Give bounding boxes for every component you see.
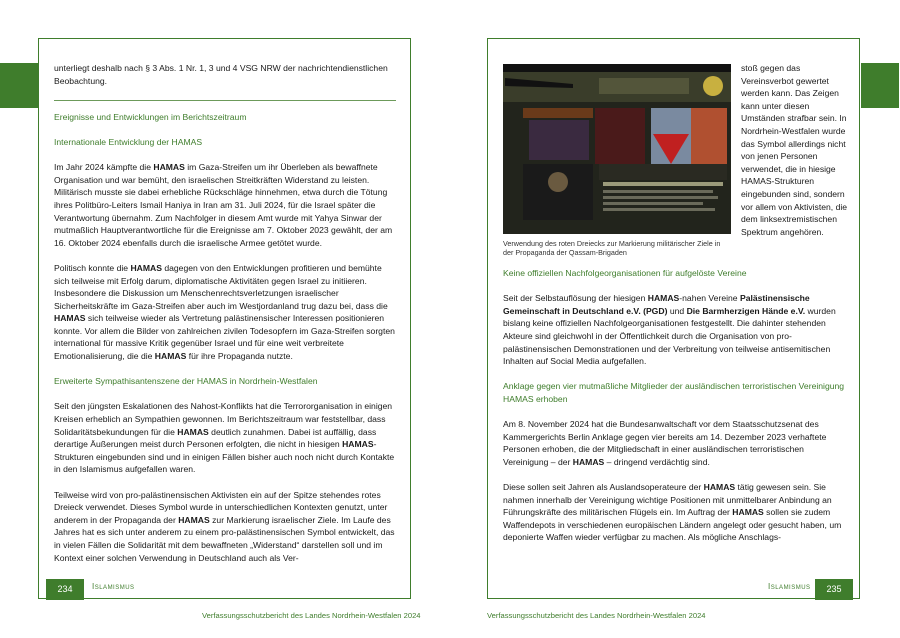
side-text: stoß gegen das Vereinsverbot gewertet werden kann. Das Zeigen kann unter diesen Umständen strafbar sein. In Nordrhein-Westfalen wurde das Symbol allerdings nicht von jenen Personen verwendet, die in hiesige HAMAS-Strukturen eingebunden sind, sondern vor allem von Aktivisten, die dem linksextremistischen Spektrum angehören. bbox=[741, 63, 848, 237]
propaganda-image bbox=[503, 64, 731, 234]
bold-term: HAMAS bbox=[177, 426, 209, 437]
bold-term: HAMAS bbox=[178, 514, 210, 525]
intro-text: unterliegt deshalb nach § 3 Abs. 1 Nr. 1, 3 und 4 VSG NRW der nachrichtendienstlichen Beobachtung. bbox=[54, 63, 388, 86]
bold-term: HAMAS bbox=[54, 313, 86, 324]
paragraph-2: Politisch konnte die HAMAS dagegen von den Entwicklungen profitieren und bemühte sich teilweise mit Erfolg darum, diplomatische Aktivitäten gegen Israel zu initiieren. Insbesondere die Diskussion um Menschenrechtsverletzungen israelischer Sicherheitskräfte im Gaza-Streifen aber auch im Westjordanland trug dazu bei, dass die HAMAS sich teilweise wieder als Vertretung palästinensischer Interessen positionieren konnte. Vor allem die Bilder von zahlreichen zivilen Todesopfern im Gaza-Streifen sorgten international für massive Kritik gegenüber Israel und für eine weit verbreitete Emotionalisierung, die die HAMAS für ihre Propaganda nutzte. bbox=[54, 262, 395, 362]
heading-charges: Anklage gegen vier mutmaßliche Mitglieder der ausländischen terroristischen Vereinigung HAMAS erhoben bbox=[503, 381, 845, 404]
bold-term: HAMAS bbox=[703, 482, 736, 493]
figure-caption: Verwendung des roten Dreiecks zur Markierung militärischer Ziele in der Propaganda der Qassam-Brigaden bbox=[503, 239, 721, 257]
bottom-line-right: Verfassungsschutzbericht des Landes Nordrhein-Westfalen 2024 bbox=[487, 611, 706, 620]
bold-term: HAMAS bbox=[153, 162, 185, 173]
heading-sympathisants: Erweiterte Sympathisantenszene der HAMAS in Nordrhein-Westfalen bbox=[54, 376, 318, 387]
bold-term: HAMAS bbox=[647, 293, 680, 304]
right-paragraph-3: Diese sollen seit Jahren als Auslandsoperateure der HAMAS tätig gewesen sein. Sie nahmen innerhalb der Vereinigung wichtige Positionen mit unmittelbarer Anbindung an Führungskräfte des militärischen Flügels ein. Im Auftrag der HAMAS sollen sie zudem Waffendepots in verschiedenen europäischen Ländern angelegt oder gesucht haben, um deponierte Waffen wieder verfügbar zu machen. Als mögliche Anschlags- bbox=[503, 482, 842, 543]
right-page-body bbox=[503, 267, 845, 557]
bold-term: HAMAS bbox=[130, 262, 162, 273]
bottom-line-left: Verfassungsschutzbericht des Landes Nordrhein-Westfalen 2024 bbox=[202, 611, 421, 620]
bold-term: Palästinensische Gemeinschaft in Deutschland e.V. (PGD) bbox=[503, 293, 810, 316]
right-green-tab bbox=[861, 63, 899, 108]
divider bbox=[54, 100, 396, 101]
page-number-left: 234 bbox=[46, 579, 84, 600]
heading-international: Internationale Entwicklung der HAMAS bbox=[54, 136, 203, 147]
left-green-tab bbox=[0, 63, 38, 108]
heading-events: Ereignisse und Entwicklungen im Berichtszeitraum bbox=[54, 111, 247, 122]
propaganda-image-graphic bbox=[503, 64, 731, 234]
left-page-body bbox=[54, 62, 396, 577]
paragraph-3: Seit den jüngsten Eskalationen des Nahost-Konflikts hat die Terrororganisation in einigen Kreisen erheblich an Sympathien gewonnen. Im Berichtszeitraum war feststellbar, dass Solidaritätsbekundungen für die HAMAS deutlich zunahmen. Dabei ist auffällig, dass derartige Äußerungen meist durch Personen erfolgten, die nicht in hiesigen HAMAS-Strukturen eingebunden sind und in einigen Fällen bisher auch noch nicht durch Kontakte in den Islamismus aufgefallen waren. bbox=[54, 401, 395, 475]
paragraph-4: Teilweise wird von pro-palästinensischen Aktivisten ein auf der Spitze stehendes rotes Dreieck verwendet. Dieses Symbol wurde in unterschiedlichen Kontexten genutzt, unter anderem in der Propaganda der HAMAS zur Markierung israelischer Ziele. Im Laufe des Jahres hat es sich unter anderem zu einem pro-palästinensischen Symbol entwickelt, das in vielen Fällen die Solidarität mit dem bewaffneten „Widerstand“ darstellen soll und im Kontext einer solchen Verwendung in Deutschland auch als Ver- bbox=[54, 489, 395, 563]
paragraph-1: Im Jahr 2024 kämpfte die HAMAS im Gaza-Streifen um ihr Überleben als bewaffnete Organisation und war bemüht, den israelischen Streitkräften Widerstand zu leisten. Militärisch musste sie dabei erhebliche Rückschläge hinnehmen, etwa durch die Tötung ihres Politbüro-Leiters Ismail Haniya in Iran am 31. Juli 2024, für die Israel später die Verantwortung übernahm. Zum Nachfolger in diesem Amt wurde mit Yahya Sinwar der mutmaßlich Hauptverantwortliche für die Ereignisse am 7. Oktober 2023 gewählt, der am 16. Oktober 2024 ebenfalls durch die israelische Armee getötet wurde. bbox=[54, 162, 393, 248]
page-number-right: 235 bbox=[815, 579, 853, 600]
footer-label-right: Islamismus bbox=[768, 582, 811, 591]
bold-term: Die Barmherzigen Hände e.V. bbox=[686, 305, 806, 316]
bold-term: HAMAS bbox=[342, 439, 374, 450]
heading-no-successors: Keine offiziellen Nachfolgeorganisationen für aufgelöste Vereine bbox=[503, 268, 747, 278]
footer-label-left: Islamismus bbox=[92, 582, 135, 591]
right-paragraph-1: Seit der Selbstauflösung der hiesigen HAMAS-nahen Vereine Palästinensische Gemeinschaft in Deutschland e.V. (PGD) und Die Barmherzigen Hände e.V. wurden bislang keine offiziellen Nachfolgeorganisationen festgestellt. Die dahinter stehenden Akteure sind gleichwohl in der Öffentlichkeit durch die Organisation von pro-palästinensischen Demonstrationen und der Verbreitung von teilweise antisemitischen Inhalten auf Social Media aufgefallen. bbox=[503, 293, 836, 367]
bold-term: HAMAS bbox=[732, 507, 764, 518]
side-column bbox=[741, 62, 851, 251]
right-paragraph-2: Am 8. November 2024 hat die Bundesanwaltschaft vor dem Staatsschutzsenat des Kammergerichts Berlin Anklage gegen vier bereits am 14. Dezember 2023 verhaftete Personen erhoben, die der Mitgliedschaft in einer ausländischen terroristischen Vereinigung – der HAMAS – dringend verdächtig sind. bbox=[503, 419, 827, 467]
bold-term: HAMAS bbox=[572, 456, 605, 467]
bold-term: HAMAS bbox=[154, 351, 187, 362]
